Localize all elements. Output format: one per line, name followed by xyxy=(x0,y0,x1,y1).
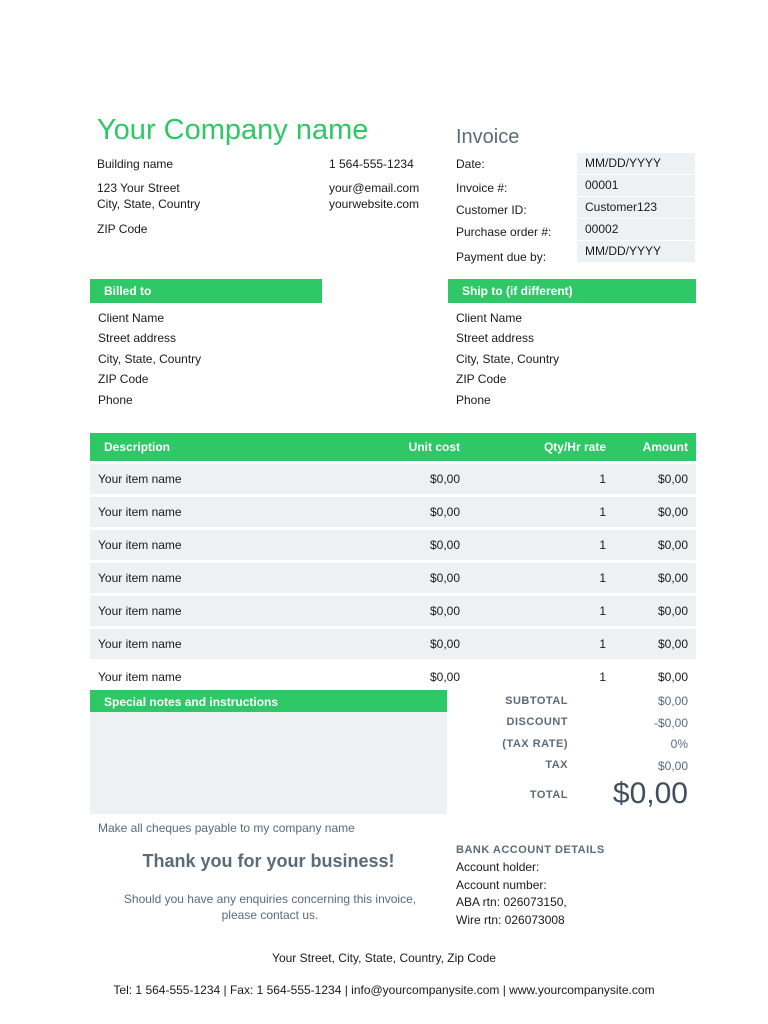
company-phone: 1 564-555-1234 xyxy=(329,157,414,171)
tax-rate-label: (TAX RATE) xyxy=(502,738,568,750)
table-row xyxy=(90,563,696,593)
item-unit-cost[interactable]: $0,00 xyxy=(292,629,468,659)
billed-city: City, State, Country xyxy=(98,352,202,366)
payment-due-value[interactable]: MM/DD/YYYY xyxy=(577,241,695,262)
item-qty[interactable]: 1 xyxy=(468,563,614,593)
account-holder: Account holder: xyxy=(456,860,540,874)
item-unit-cost[interactable]: $0,00 xyxy=(292,563,468,593)
item-amount: $0,00 xyxy=(614,596,696,626)
notes-header: Special notes and instructions xyxy=(90,690,447,714)
invoice-number-value[interactable]: 00001 xyxy=(577,175,695,196)
ship-city: City, State, Country xyxy=(456,352,560,366)
company-street: 123 Your Street xyxy=(97,181,180,195)
invoice-number-label: Invoice #: xyxy=(456,181,508,195)
ship-to-header: Ship to (if different) xyxy=(448,279,696,303)
date-label: Date: xyxy=(456,157,485,171)
item-description[interactable]: Your item name xyxy=(90,629,292,659)
thank-you-heading: Thank you for your business! xyxy=(142,851,395,871)
invoice-title: Invoice xyxy=(456,126,520,148)
ship-phone: Phone xyxy=(456,393,491,407)
footer-address: Your Street, City, State, Country, Zip Code xyxy=(272,951,496,965)
item-qty[interactable]: 1 xyxy=(468,464,614,494)
col-description: Description xyxy=(90,433,292,461)
discount-label: DISCOUNT xyxy=(506,716,568,728)
item-qty[interactable]: 1 xyxy=(468,530,614,560)
items-table xyxy=(90,430,696,695)
ship-street: Street address xyxy=(456,331,535,345)
billed-zip: ZIP Code xyxy=(98,372,149,386)
cheque-note: Make all cheques payable to my company name xyxy=(98,821,355,835)
account-number: Account number: xyxy=(456,878,547,892)
subtotal-value: $0,00 xyxy=(657,694,688,708)
billed-client-name: Client Name xyxy=(98,311,165,325)
tax-label: TAX xyxy=(545,759,568,771)
col-amount: Amount xyxy=(614,433,696,461)
item-description[interactable]: Your item name xyxy=(90,530,292,560)
company-email: your@email.com xyxy=(329,181,420,195)
billed-phone: Phone xyxy=(98,393,133,407)
item-unit-cost[interactable]: $0,00 xyxy=(292,662,468,692)
table-row xyxy=(90,497,696,527)
item-description[interactable]: Your item name xyxy=(90,596,292,626)
purchase-order-label: Purchase order #: xyxy=(456,225,552,239)
item-unit-cost[interactable]: $0,00 xyxy=(292,464,468,494)
wire-routing: Wire rtn: 026073008 xyxy=(456,913,565,927)
tax-rate-value: 0% xyxy=(670,737,688,751)
customer-id-value[interactable]: Customer123 xyxy=(577,197,695,218)
ship-client-name: Client Name xyxy=(456,311,523,325)
purchase-order-value[interactable]: 00002 xyxy=(577,219,695,240)
item-qty[interactable]: 1 xyxy=(468,596,614,626)
company-name: Your Company name xyxy=(97,114,369,146)
customer-id-label: Customer ID: xyxy=(456,203,527,217)
aba-routing: ABA rtn: 026073150, xyxy=(456,895,567,909)
item-amount: $0,00 xyxy=(614,563,696,593)
notes-textarea[interactable] xyxy=(90,712,447,814)
items-header-row xyxy=(90,433,696,461)
footer-contact: Tel: 1 564-555-1234 | Fax: 1 564-555-1234 | info@yourcompanysite.com | www.yourcompanysite.com xyxy=(113,983,655,997)
item-description[interactable]: Your item name xyxy=(90,497,292,527)
item-unit-cost[interactable]: $0,00 xyxy=(292,497,468,527)
item-amount: $0,00 xyxy=(614,497,696,527)
billed-to-header: Billed to xyxy=(90,279,322,303)
col-unit-cost: Unit cost xyxy=(292,433,468,461)
item-description[interactable]: Your item name xyxy=(90,662,292,692)
billed-street: Street address xyxy=(98,331,177,345)
subtotal-label: SUBTOTAL xyxy=(505,695,568,707)
bank-header: BANK ACCOUNT DETAILS xyxy=(456,844,605,856)
item-unit-cost[interactable]: $0,00 xyxy=(292,596,468,626)
col-qty: Qty/Hr rate xyxy=(468,433,614,461)
enquiries-line-2: please contact us. xyxy=(221,908,319,922)
tax-value: $0,00 xyxy=(657,759,688,773)
enquiries-line-1: Should you have any enquiries concerning this invoice, xyxy=(123,892,417,906)
item-description[interactable]: Your item name xyxy=(90,464,292,494)
enquiries-text xyxy=(100,891,440,923)
date-value[interactable]: MM/DD/YYYY xyxy=(577,153,695,174)
item-amount: $0,00 xyxy=(614,530,696,560)
company-website: yourwebsite.com xyxy=(329,197,420,211)
payment-due-label: Payment due by: xyxy=(456,250,547,264)
table-row xyxy=(90,596,696,626)
item-qty[interactable]: 1 xyxy=(468,629,614,659)
discount-value: -$0,00 xyxy=(653,716,688,730)
table-row xyxy=(90,662,696,692)
company-building: Building name xyxy=(97,157,174,171)
item-qty[interactable]: 1 xyxy=(468,497,614,527)
item-unit-cost[interactable]: $0,00 xyxy=(292,530,468,560)
item-description[interactable]: Your item name xyxy=(90,563,292,593)
ship-zip: ZIP Code xyxy=(456,372,507,386)
item-amount: $0,00 xyxy=(614,629,696,659)
item-amount: $0,00 xyxy=(614,464,696,494)
total-value: $0,00 xyxy=(612,777,688,810)
total-label: TOTAL xyxy=(529,789,568,801)
company-zip: ZIP Code xyxy=(97,222,148,236)
item-amount: $0,00 xyxy=(614,662,696,692)
company-city: City, State, Country xyxy=(97,197,201,211)
table-row xyxy=(90,464,696,494)
item-qty[interactable]: 1 xyxy=(468,662,614,692)
table-row xyxy=(90,629,696,659)
table-row xyxy=(90,530,696,560)
